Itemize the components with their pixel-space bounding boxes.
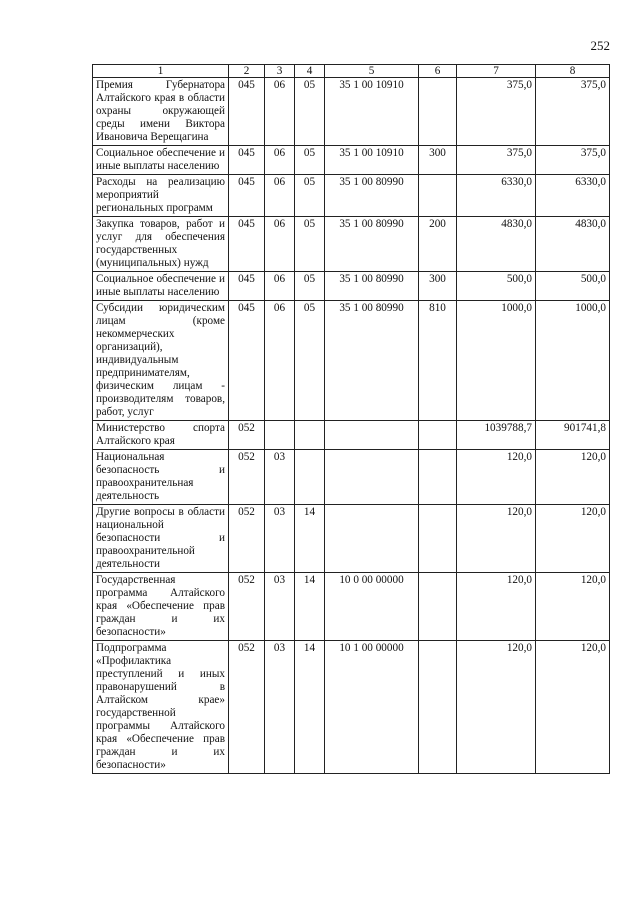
row-target-article [325, 421, 419, 450]
row-section-code: 06 [265, 217, 295, 272]
row-expense-type [419, 505, 457, 573]
row-expense-type: 300 [419, 146, 457, 175]
row-amount-year-1: 375,0 [457, 146, 536, 175]
row-amount-year-2: 120,0 [536, 450, 610, 505]
row-amount-year-2: 120,0 [536, 641, 610, 774]
row-amount-year-2: 500,0 [536, 272, 610, 301]
row-subsection-code: 05 [295, 175, 325, 217]
row-section-code: 03 [265, 573, 295, 641]
row-ved-code: 045 [229, 175, 265, 217]
column-header: 1 [93, 65, 229, 78]
row-amount-year-1: 120,0 [457, 505, 536, 573]
row-ved-code: 045 [229, 272, 265, 301]
table-row [93, 450, 610, 505]
table-row [93, 78, 610, 146]
row-section-code: 06 [265, 301, 295, 421]
row-ved-code: 052 [229, 641, 265, 774]
row-target-article: 35 1 00 80990 [325, 272, 419, 301]
row-amount-year-2: 120,0 [536, 573, 610, 641]
row-section-code: 06 [265, 272, 295, 301]
row-amount-year-1: 1039788,7 [457, 421, 536, 450]
row-subsection-code: 05 [295, 217, 325, 272]
table-row [93, 146, 610, 175]
row-target-article: 10 0 00 00000 [325, 573, 419, 641]
row-section-code: 03 [265, 505, 295, 573]
row-subsection-code: 05 [295, 146, 325, 175]
row-name: Государственная программа Алтайского края «Обеспечение прав граждан и их безопасности» [93, 573, 229, 641]
row-ved-code: 052 [229, 450, 265, 505]
row-name: Закупка товаров, работ и услуг для обеспечения государственных (муниципальных) нужд [93, 217, 229, 272]
row-expense-type [419, 450, 457, 505]
column-header: 8 [536, 65, 610, 78]
row-expense-type [419, 78, 457, 146]
row-target-article: 35 1 00 10910 [325, 78, 419, 146]
row-name: Расходы на реализацию мероприятий региональных программ [93, 175, 229, 217]
row-name: Субсидии юридическим лицам (кроме некоммерческих организаций), индивидуальным предпринимателям, физическим лицам - производителям товаров, работ, услуг [93, 301, 229, 421]
row-ved-code: 045 [229, 217, 265, 272]
row-amount-year-2: 375,0 [536, 146, 610, 175]
table-row [93, 573, 610, 641]
row-target-article [325, 505, 419, 573]
table-row [93, 641, 610, 774]
row-target-article [325, 450, 419, 505]
table-row [93, 175, 610, 217]
table-row [93, 505, 610, 573]
row-amount-year-1: 500,0 [457, 272, 536, 301]
row-amount-year-2: 375,0 [536, 78, 610, 146]
row-subsection-code: 14 [295, 573, 325, 641]
row-section-code: 06 [265, 78, 295, 146]
row-ved-code: 045 [229, 301, 265, 421]
row-subsection-code: 14 [295, 505, 325, 573]
row-target-article: 35 1 00 80990 [325, 301, 419, 421]
row-section-code: 03 [265, 641, 295, 774]
row-expense-type: 810 [419, 301, 457, 421]
row-expense-type [419, 641, 457, 774]
row-amount-year-1: 375,0 [457, 78, 536, 146]
row-target-article: 35 1 00 10910 [325, 146, 419, 175]
row-name: Национальная безопасность и правоохранительная деятельность [93, 450, 229, 505]
column-header: 7 [457, 65, 536, 78]
column-header: 6 [419, 65, 457, 78]
row-subsection-code: 05 [295, 272, 325, 301]
row-target-article: 35 1 00 80990 [325, 175, 419, 217]
row-ved-code: 045 [229, 146, 265, 175]
row-section-code: 03 [265, 450, 295, 505]
page-number: 252 [590, 38, 610, 53]
row-expense-type [419, 175, 457, 217]
table-row [93, 272, 610, 301]
row-amount-year-1: 120,0 [457, 641, 536, 774]
row-name: Социальное обеспечение и иные выплаты населению [93, 146, 229, 175]
row-ved-code: 052 [229, 505, 265, 573]
row-amount-year-1: 4830,0 [457, 217, 536, 272]
row-amount-year-1: 120,0 [457, 573, 536, 641]
row-amount-year-2: 6330,0 [536, 175, 610, 217]
table-row [93, 421, 610, 450]
row-amount-year-2: 1000,0 [536, 301, 610, 421]
row-expense-type [419, 421, 457, 450]
row-ved-code: 045 [229, 78, 265, 146]
row-section-code [265, 421, 295, 450]
row-target-article: 10 1 00 00000 [325, 641, 419, 774]
row-amount-year-2: 120,0 [536, 505, 610, 573]
row-section-code: 06 [265, 146, 295, 175]
row-name: Премия Губернатора Алтайского края в области охраны окружающей среды имени Виктора Ивановича Верещагина [93, 78, 229, 146]
row-ved-code: 052 [229, 421, 265, 450]
table-row [93, 217, 610, 272]
budget-table [92, 64, 610, 774]
row-name: Подпрограмма «Профилактика преступлений и иных правонарушений в Алтайском крае» государственной программы Алтайского края «Обеспечение прав граждан и их безопасности» [93, 641, 229, 774]
row-ved-code: 052 [229, 573, 265, 641]
row-amount-year-1: 1000,0 [457, 301, 536, 421]
row-expense-type: 300 [419, 272, 457, 301]
row-subsection-code [295, 450, 325, 505]
row-expense-type [419, 573, 457, 641]
row-name: Министерство спорта Алтайского края [93, 421, 229, 450]
row-name: Другие вопросы в области национальной безопасности и правоохранительной деятельности [93, 505, 229, 573]
header-row [93, 65, 610, 78]
row-amount-year-2: 4830,0 [536, 217, 610, 272]
row-expense-type: 200 [419, 217, 457, 272]
column-header: 2 [229, 65, 265, 78]
row-section-code: 06 [265, 175, 295, 217]
column-header: 3 [265, 65, 295, 78]
row-subsection-code: 14 [295, 641, 325, 774]
table-row [93, 301, 610, 421]
row-amount-year-1: 120,0 [457, 450, 536, 505]
row-amount-year-2: 901741,8 [536, 421, 610, 450]
row-subsection-code [295, 421, 325, 450]
row-target-article: 35 1 00 80990 [325, 217, 419, 272]
column-header: 5 [325, 65, 419, 78]
row-subsection-code: 05 [295, 301, 325, 421]
column-header: 4 [295, 65, 325, 78]
row-subsection-code: 05 [295, 78, 325, 146]
row-name: Социальное обеспечение и иные выплаты населению [93, 272, 229, 301]
row-amount-year-1: 6330,0 [457, 175, 536, 217]
